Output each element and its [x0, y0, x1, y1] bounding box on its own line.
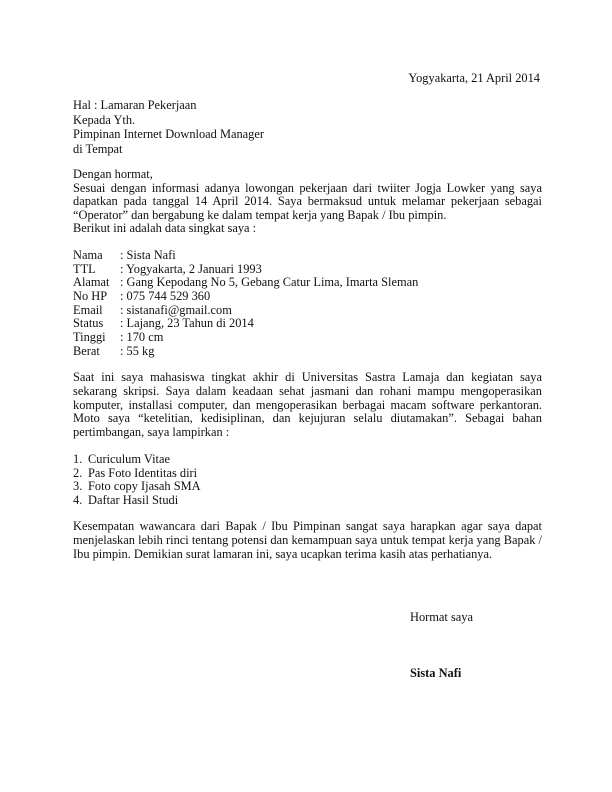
- data-label: Alamat: [73, 275, 110, 290]
- data-value: : sistanafi@gmail.com: [120, 302, 232, 317]
- attachment-list: [73, 453, 542, 507]
- data-value: : Gang Kepodang No 5, Gebang Catur Lima, Imarta Sleman: [120, 275, 419, 290]
- data-label: Status: [73, 316, 104, 331]
- attachment-number: 1.: [73, 451, 83, 466]
- letter-body: [73, 168, 542, 561]
- data-value: : Sista Nafi: [120, 247, 176, 262]
- data-value: : 170 cm: [120, 330, 164, 345]
- data-value: : 075 744 529 360: [120, 289, 211, 304]
- signature-name: Sista Nafi: [410, 666, 462, 680]
- attachment-item: [73, 453, 542, 467]
- data-label: Nama: [73, 247, 103, 262]
- letter-header: [73, 99, 264, 158]
- data-label: Tinggi: [73, 330, 106, 345]
- attachment-number: 2.: [73, 465, 83, 480]
- data-value: : 55 kg: [120, 343, 155, 358]
- personal-data-row: [73, 317, 542, 331]
- closing-paragraph: Kesempatan wawancara dari Bapak / Ibu Pimpinan sangat saya harapkan agar saya dapat menjelaskan lebih rinci tentang potensi dan kemampuan saya untuk tempat kerja yang Bapak / Ibu pimpin. Demikian surat lamaran ini, saya ucapkan terima kasih atas perhatianya.: [73, 519, 542, 561]
- signoff: Hormat saya: [410, 610, 473, 624]
- data-intro: Berikut ini adalah data singkat saya :: [73, 221, 257, 236]
- attachment-number: 4.: [73, 492, 83, 507]
- recipient-line: Pimpinan Internet Download Manager: [73, 127, 264, 142]
- attachment-text: Curiculum Vitae: [88, 451, 170, 466]
- personal-data-row: [73, 249, 542, 263]
- data-label: No HP: [73, 289, 108, 304]
- personal-data-row: [73, 345, 542, 359]
- background-paragraph: Saat ini saya mahasiswa tingkat akhir di Universitas Sastra Lamaja dan kegiatan saya sekarang skripsi. Saya dalam keadaan sehat jasmani dan rohani mampu mengoperasikan komputer, installasi computer, dan mengoperasikan berbagai macam software perkantoran. Moto saya “ketelitian, kedisiplinan, dan kejujuran selalu diutamakan”. Sebagai bahan pertimbangan, saya lampirkan :: [73, 370, 542, 439]
- data-value: : Lajang, 23 Tahun di 2014: [120, 316, 254, 331]
- attachment-text: Daftar Hasil Studi: [88, 492, 179, 507]
- subject-line: Hal : Lamaran Pekerjaan: [73, 98, 197, 112]
- attachment-item: [73, 467, 542, 481]
- data-label: Berat: [73, 343, 100, 358]
- addressee-line: Kepada Yth.: [73, 112, 136, 127]
- personal-data-row: [73, 290, 542, 304]
- personal-data-list: [73, 249, 542, 359]
- attachment-item: [73, 494, 542, 508]
- place-line: di Tempat: [73, 142, 123, 157]
- personal-data-row: [73, 304, 542, 318]
- greeting: Dengan hormat,: [73, 167, 153, 181]
- intro-paragraph: Sesuai dengan informasi adanya lowongan pekerjaan dari twiiter Jogja Lowker yang saya dapatkan pada tanggal 14 April 2014. Saya bermaksud untuk melamar pekerjaan sebagai “Operator” dan bergabung ke dalam tempat kerja yang Bapak / Ibu pimpin.: [73, 180, 542, 222]
- data-label: Email: [73, 302, 103, 317]
- personal-data-row: [73, 276, 542, 290]
- attachment-text: Pas Foto Identitas diri: [88, 465, 198, 480]
- attachment-number: 3.: [73, 479, 83, 494]
- attachment-item: [73, 480, 542, 494]
- date-line: Yogyakarta, 21 April 2014: [408, 71, 540, 85]
- personal-data-row: [73, 331, 542, 345]
- attachment-text: Foto copy Ijasah SMA: [88, 479, 201, 494]
- data-value: : Yogyakarta, 2 Januari 1993: [120, 261, 262, 276]
- personal-data-row: [73, 263, 542, 277]
- data-label: TTL: [73, 261, 96, 276]
